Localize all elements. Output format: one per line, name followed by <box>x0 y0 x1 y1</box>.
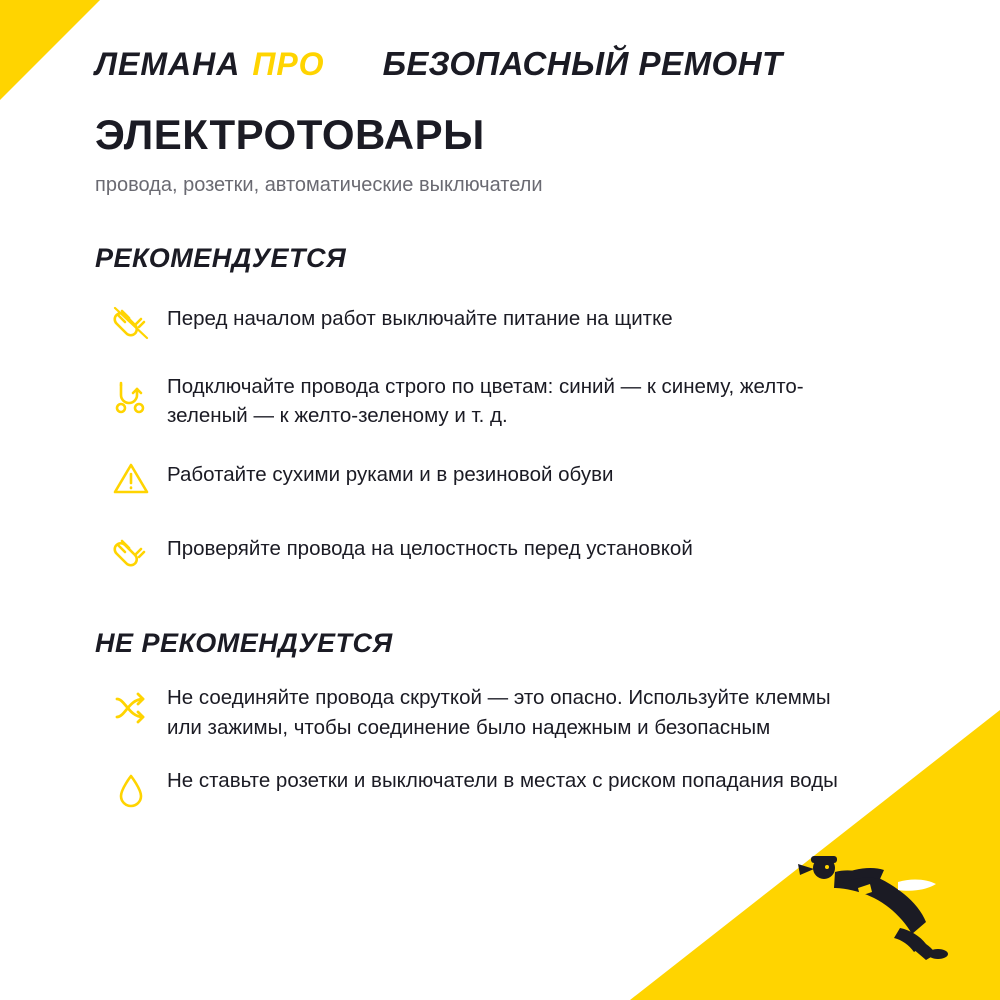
brand-logo-accent: ПРО <box>252 45 325 82</box>
water-drop-icon <box>95 764 167 816</box>
yellow-corner-triangle-top-left <box>0 0 100 100</box>
list-item-text: Перед началом работ выключайте питание на щитке <box>167 307 673 331</box>
list-item-text: Не ставьте розетки и выключатели в местах с риском попадания воды <box>167 768 838 792</box>
plug-check-icon <box>95 526 167 578</box>
page-title: ЭЛЕКТРОТОВАРЫ <box>95 111 485 158</box>
list-item-text: Не соединяйте провода скруткой — это опасно. Используйте клеммы или зажимы, чтобы соединение было надежным и безопасным <box>167 686 831 739</box>
list-item <box>95 764 915 816</box>
recommended-list <box>95 296 915 578</box>
list-item <box>95 296 915 348</box>
list-item <box>95 370 915 430</box>
list-item-text: Подключайте провода строго по цветам: синий — к синему, желто-зеленый — к желто-зеленому и т. д. <box>167 375 804 428</box>
flying-worker-mascot <box>780 842 970 962</box>
brand-logo <box>95 46 325 83</box>
plug-off-icon <box>95 296 167 348</box>
twisted-wires-icon <box>95 681 167 733</box>
section-heading-not-recommended: НЕ РЕКОМЕНДУЕТСЯ <box>95 628 393 659</box>
not-recommended-list <box>95 681 915 815</box>
poster-header <box>95 38 940 90</box>
brand-logo-main: ЛЕМАНА <box>95 45 241 82</box>
list-item-text: Проверяйте провода на целостность перед установкой <box>167 537 693 561</box>
list-item <box>95 526 915 578</box>
list-item <box>95 681 915 741</box>
poster-content <box>95 112 915 838</box>
list-item <box>95 452 915 504</box>
section-heading-recommended: РЕКОМЕНДУЕТСЯ <box>95 243 347 274</box>
wire-colors-icon <box>95 370 167 422</box>
header-title: БЕЗОПАСНЫЙ РЕМОНТ <box>382 45 783 82</box>
warning-triangle-icon <box>95 452 167 504</box>
list-item-text: Работайте сухими руками и в резиновой обуви <box>167 463 614 487</box>
page-subtitle: провода, розетки, автоматические выключатели <box>95 174 543 197</box>
